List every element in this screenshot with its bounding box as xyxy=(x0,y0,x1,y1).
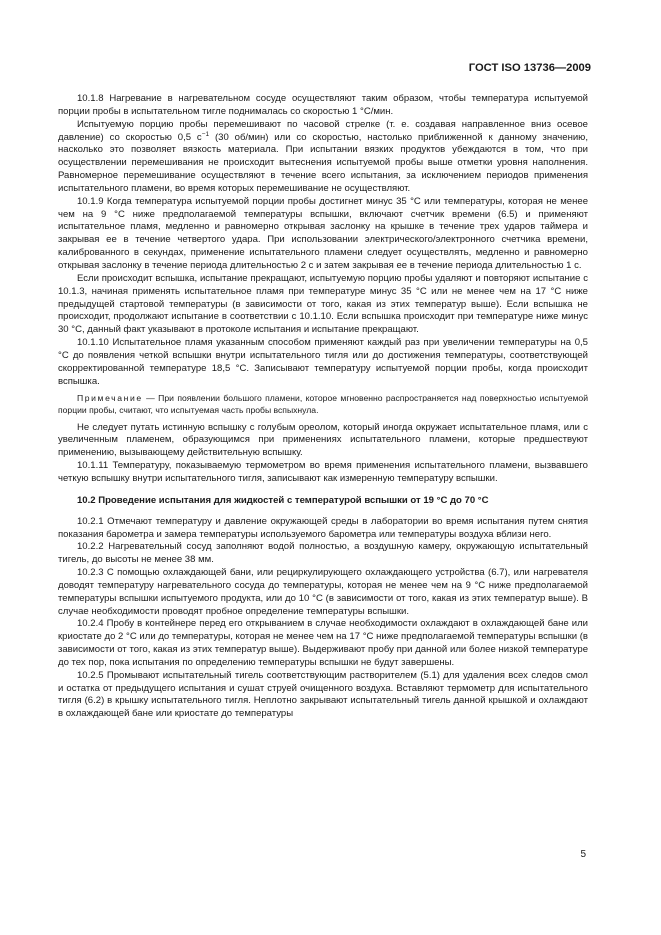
stirring-text-tail: (30 об/мин) или со скоростью, настолько приближенной к данному значению, насколько это позволяет вязкость материала. При испытании вязких продуктов убеждаются в том, что при осуществлении перемешивания не происходит вытеснения испытуемой пробы выше отметки уровня наполнения. Равномерное перемешивание осуществляют в течение всего испытания, за исключением периодов применения испытательного пламени, во время которых перемешивание не осуществляют. xyxy=(58,131,588,194)
para-flash-repeat: Если происходит вспышка, испытание прекращают, испытуемую порцию пробы удаляют и повторяют испытание с 10.1.3, начиная применять испытательное пламя при температуре минус 35 °C или не менее чем на 17 °C ниже предыдущей стартовой температуры (в зависимости от того, какая из этих температур выше). Если вспышка не происходит, продолжают испытание в соответствии с 10.1.10. Если вспышка происходит при температуре ниже минус 30 °C, данный факт указывают в протоколе испытания и испытание прекращают. xyxy=(58,272,588,336)
para-10-2-3: 10.2.3 С помощью охлаждающей бани, или рециркулирующего охлаждающего устройства (6.7), или нагревателя доводят температуру нагревательного сосуда до температуры, которая не менее чем на 9 °C ниже предполагаемой температуры вспышки испытуемого продукта, или до 10 °C (в зависимости от того, какая из этих температур выше). В случае необходимости проводят пробное определение температуры вспышки. xyxy=(58,567,588,617)
para-10-1-10: 10.1.10 Испытательное пламя указанным способом применяют каждый раз при увеличении температуры на 0,5 °C до появления четкой вспышки внутри испытательного тигля или до достижения температуры, соответствующей скорректированной температуре 18,5 °C. Записывают температуру испытуемой порции пробы, когда происходит вспышка. xyxy=(58,337,588,387)
para-10-2-2: 10.2.2 Нагревательный сосуд заполняют водой полностью, а воздушную камеру, окружающую испытательный тигель, до высоты не менее 38 мм. xyxy=(58,541,588,566)
section-heading: 10.2 Проведение испытания для жидкостей с температурой вспышки от 19 °C до 70 °C xyxy=(77,494,489,506)
para-10-2-1: 10.2.1 Отмечают температуру и давление окружающей среды в лаборатории во время испытания путем снятия показания барометра и замера температуры используемого барометра или температуры воздуха вблизи него. xyxy=(58,515,588,540)
para-10-1-9: 10.1.9 Когда температура испытуемой порции пробы достигнет минус 35 °C или температуры, которая не менее чем на 9 °C ниже предполагаемой температуры вспышки, включают счетчик времени (6.5) и применяют испытательное пламя, медленно и равномерно открывая заслонку на крышке в течение трех ударов таймера и закрывая ее в течение четвертого удара. При использовании электрического/электронного счетчика времени, калиброванного в секундах, применение испытательного пламени следует осуществлять, медленно и равномерно открывая заслонку в течение периода длительностью 2 с и затем закрывая ее в течение периода длительностью 1 с. xyxy=(58,195,588,271)
note-label: Примечание xyxy=(77,393,143,404)
stirring-text: Испытуемую порцию пробы перемешивают по часовой стрелке (т. е. создавая направленное вниз осевое давление) со скоростью 0,5 с xyxy=(58,118,588,143)
para-blue-halo: Не следует путать истинную вспышку с голубым ореолом, который иногда окружает испытательное пламя, или с увеличенным пламенем, образующимся при применениях испытательного пламени, которые предшествуют применению, вызывающему действительную вспышку. xyxy=(58,421,588,459)
note xyxy=(58,393,588,416)
exponent: −1 xyxy=(201,130,210,138)
para-10-1-11: 10.1.11 Температуру, показываемую термометром во время применения испытательного пламени, вызвавшего четкую вспышку внутри испытательного тигля, записывают как измеренную температуру вспышки. xyxy=(58,460,588,484)
para-stirring xyxy=(58,119,588,196)
para-10-2-4: 10.2.4 Пробу в контейнере перед его открыванием в случае необходимости охлаждают в охлаждающей бане или криостате до 2 °C или до температуры, которая не менее чем на 17 °C ниже предполагаемой температуры вспышки (в зависимости от того, какая из этих температур выше). Выдерживают пробу при данной или более низкой температуре до тех пор, пока испытания по определению температуры вспышки не будут завершены. xyxy=(58,618,588,668)
note-text: — При появлении большого пламени, которое мгновенно распространяется над поверхностью испытуемой порции пробы, считают, что испытуемая часть пробы вспыхнула. xyxy=(58,393,588,415)
document-id: ГОСТ ISO 13736—2009 xyxy=(468,62,591,74)
para-10-1-8: 10.1.8 Нагревание в нагревательном сосуде осуществляют таким образом, чтобы температура испытуемой порции пробы в испытательном тигле поднималась со скоростью 1 °C/мин. xyxy=(58,93,588,117)
body-text xyxy=(58,93,588,721)
para-10-2-5: 10.2.5 Промывают испытательный тигель соответствующим растворителем (5.1) для удаления всех следов смол и остатка от предыдущего испытания и сушат струей очищенного воздуха. Вставляют термометр для испытательного тигля (6.2) в крышку испытательного тигля. Неплотно закрывают испытательный тигель данной крышкой и охлаждают в охлаждающей бане или криостате до температуры xyxy=(58,669,588,720)
page-number: 5 xyxy=(580,849,586,860)
